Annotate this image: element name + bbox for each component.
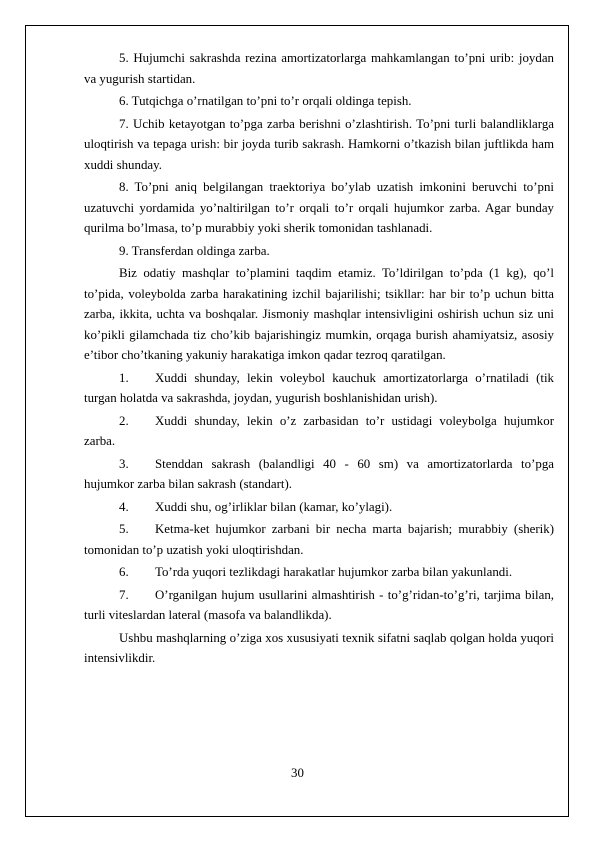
page-number: 30 — [291, 766, 304, 780]
list-text: O’rganilgan hujum usullarini almashtirish - to’g’ridan-to’g’ri, tarjima bilan, turli viteslardan lateral (masofa va balandlikda). — [84, 587, 554, 622]
list-item — [84, 585, 554, 626]
list-text: Xuddi shunday, lekin voleybol kauchuk amortizatorlarga o’rnatiladi (tik turgan holatda va sakrashda, joydan, yugurish boshlanishidan urish). — [84, 370, 554, 405]
paragraph-item-7: 7. Uchib ketayotgan to’pga zarba berishni o’zlashtirish. To’pni turli balandliklarga uloqtirish va tepaga urish: bir joyda turib sakrash. Hamkorni o’tkazish bilan juftlikda ham xuddi shunday. — [84, 116, 554, 172]
list-text: Xuddi shunday, lekin o’z zarbasidan to’r ustidagi voleybolga hujumkor zarba. — [84, 413, 554, 448]
list-number: 5. — [119, 522, 129, 536]
list-item — [84, 519, 554, 560]
list-text: To’rda yuqori tezlikdagi harakatlar hujumkor zarba bilan yakunlandi. — [155, 565, 513, 579]
list-text: Xuddi shu, og’irliklar bilan (kamar, ko’ylagi). — [155, 499, 393, 514]
list-item — [84, 562, 554, 583]
intro-paragraph: Biz odatiy mashqlar to’plamini taqdim etamiz. To’ldirilgan to’pda (1 kg), qo’l to’pida, voleybolda zarba harakatining izchil bajarilishi; tsikllar: har bir to’p uchun bitta zarba, ikkita, uchta va boshqalar. Jismoniy mashqlar intensivligini oshirish uchun siz uni ko’pikli gilamchada tiz cho’kib bajarishingiz mumkin, orqaga burish ahamiyatsiz, asosiy e’tibor cho’tkaning yakuniy harakatiga imkon qadar tezroq qaratilgan. — [84, 266, 554, 362]
paragraph-item-9: 9. Transferdan oldinga zarba. — [119, 243, 270, 258]
document-body — [84, 48, 554, 671]
list-number: 1. — [119, 370, 129, 385]
list-number: 3. — [119, 456, 129, 471]
paragraph-item-5: 5. Hujumchi sakrashda rezina amortizatorlarga mahkamlangan to’pni urib: joydan va yugurish startidan. — [84, 51, 554, 86]
closing-paragraph: Ushbu mashqlarning o’ziga xos xususiyati texnik sifatni saqlab qolgan holda yuqori intensivlikdir. — [84, 630, 554, 665]
list-text: Stenddan sakrash (balandligi 40 - 60 sm) va amortizatorlarda to’pga hujumkor zarba bilan sakrash (standart). — [84, 456, 554, 491]
list-text: Ketma-ket hujumkor zarbani bir necha marta bajarish; murabbiy (sherik) tomonidan to’p uzatish yoki uloqtirishdan. — [84, 522, 554, 557]
list-item — [84, 411, 554, 452]
list-number: 2. — [119, 413, 129, 428]
paragraph-item-6: 6. Tutqichga o’rnatilgan to’pni to’r orqali oldinga tepish. — [119, 94, 412, 108]
list-item — [84, 497, 554, 518]
list-number: 7. — [119, 587, 129, 602]
list-number: 6. — [119, 565, 129, 579]
list-number: 4. — [119, 499, 129, 514]
paragraph-item-8: 8. To’pni aniq belgilangan traektoriya bo’ylab uzatish imkonini beruvchi to’pni uzatuvchi yordamida yo’naltirilgan to’r orqali to’r orqali hujumkor zarba. Agar bunday qurilma bo’lmasa, to’p murabbiy yoki sherik tomonidan tashlanadi. — [84, 180, 554, 235]
list-item — [84, 368, 554, 409]
list-item — [84, 454, 554, 495]
